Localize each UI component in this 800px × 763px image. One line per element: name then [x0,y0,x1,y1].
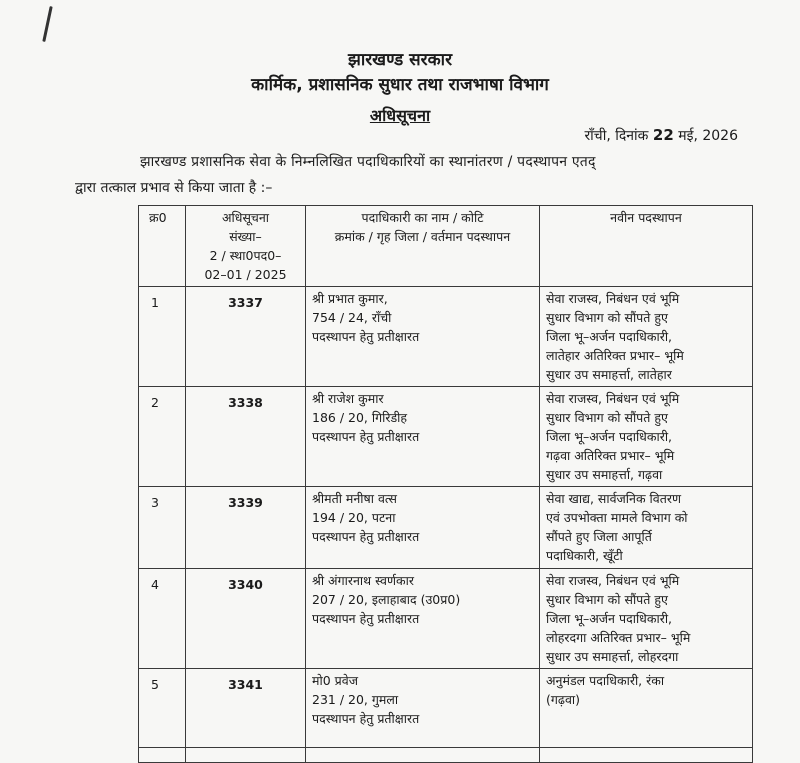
row-officer: श्री अंगारनाथ स्वर्णकार 207 / 20, इलाहाबाद (उ0प्र0) पदस्थापन हेतु प्रतीक्षारत [306,569,540,669]
header-officer: पदाधिकारी का नाम / कोटि क्रमांक / गृह जिला / वर्तमान पदस्थापन [306,206,540,287]
intro-line-1: झारखण्ड प्रशासनिक सेवा के निम्नलिखित पदाधिकारियों का स्थानांतरण / पदस्थापन एतद् [140,154,596,170]
date-day: 22 [652,126,674,144]
table-row [139,387,753,487]
row-sn: 2 [139,387,186,487]
row-sn: 3 [139,487,186,569]
row-notification-no: 3340 [186,569,306,669]
table-row [139,487,753,569]
row-posting: अनुमंडल पदाधिकारी, रंका (गढ़वा) [540,669,753,748]
row-sn: 4 [139,569,186,669]
header-sn: क्र0 [139,206,186,287]
date-prefix: राँची, दिनांक [584,128,649,144]
date-rest: मई, 2026 [678,128,738,144]
posting-table [138,205,753,763]
row-posting: सेवा राजस्व, निबंधन एवं भूमि सुधार विभाग को सौंपते हुए जिला भू–अर्जन पदाधिकारी, लातेहार अतिरिक्त प्रभार– भूमि सुधार उप समाहर्त्ता, लातेहार [540,287,753,387]
table-header [139,206,753,287]
row-posting: सेवा खाद्य, सार्वजनिक वितरण एवं उपभोक्ता मामले विभाग को सौंपते हुए जिला आपूर्ति पदाधिकारी, खूँटी [540,487,753,569]
notification-heading: अधिसूचना [369,106,431,125]
header-posting: नवीन पदस्थापन [540,206,753,287]
row-notification-no: 3341 [186,669,306,748]
header-notification: अधिसूचना संख्या– 2 / स्था0पद0– 02–01 / 2025 [186,206,306,287]
row-notification-no: 3339 [186,487,306,569]
table-row [139,287,753,387]
row-sn: 5 [139,669,186,748]
row-posting: सेवा राजस्व, निबंधन एवं भूमि सुधार विभाग को सौंपते हुए जिला भू–अर्जन पदाधिकारी, गढ़वा अतिरिक्त प्रभार– भूमि सुधार उप समाहर्त्ता, गढ़वा [540,387,753,487]
table-row [139,569,753,669]
row-notification-no: 3338 [186,387,306,487]
department-title: कार्मिक, प्रशासनिक सुधार तथा राजभाषा विभाग [251,75,549,95]
pen-mark [42,6,52,42]
row-officer: श्री प्रभात कुमार, 754 / 24, राँची पदस्थापन हेतु प्रतीक्षारत [306,287,540,387]
row-posting: सेवा राजस्व, निबंधन एवं भूमि सुधार विभाग को सौंपते हुए जिला भू–अर्जन पदाधिकारी, लोहरदगा अतिरिक्त प्रभार– भूमि सुधार उप समाहर्त्ता, लोहरदगा [540,569,753,669]
table-row [139,669,753,748]
intro-line-2: द्वारा तत्काल प्रभाव से किया जाता है :– [75,180,273,196]
row-officer: श्रीमती मनीषा वत्स 194 / 20, पटना पदस्थापन हेतु प्रतीक्षारत [306,487,540,569]
row-officer: मो0 प्रवेज 231 / 20, गुमला पदस्थापन हेतु प्रतीक्षारत [306,669,540,748]
row-sn: 1 [139,287,186,387]
table-row-cut [139,748,753,763]
row-notification-no: 3337 [186,287,306,387]
row-officer: श्री राजेश कुमार 186 / 20, गिरिडीह पदस्थापन हेतु प्रतीक्षारत [306,387,540,487]
govt-title: झारखण्ड सरकार [347,50,453,70]
date-line [584,126,738,145]
